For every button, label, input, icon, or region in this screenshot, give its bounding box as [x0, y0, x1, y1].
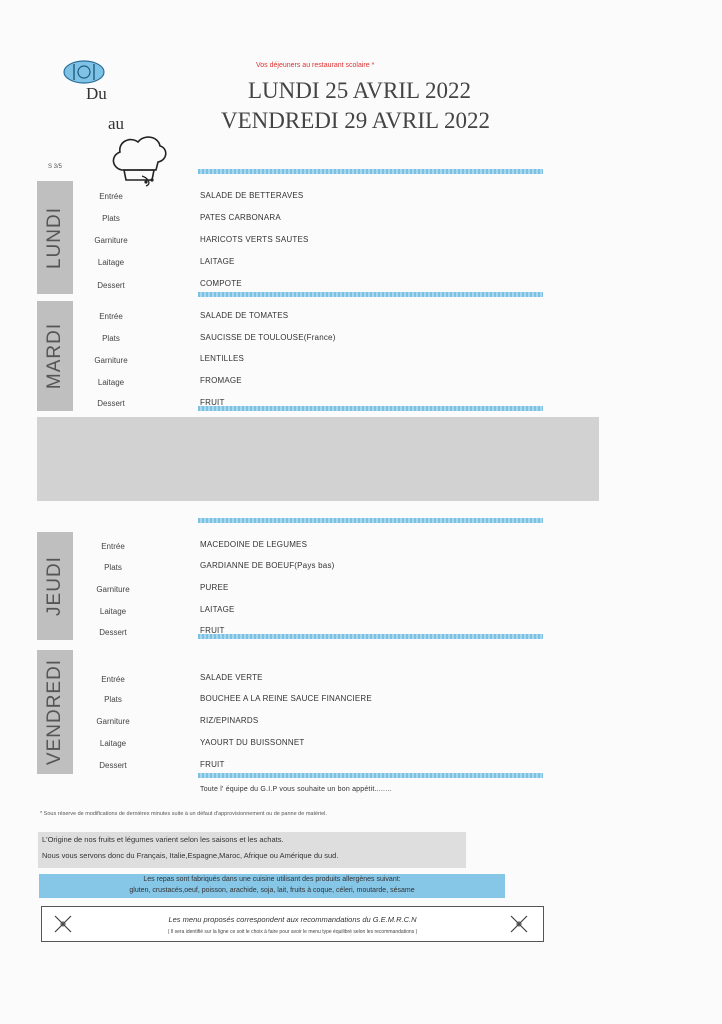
dish-garniture: RIZ/EPINARDS — [200, 716, 259, 725]
label-entree: Entrée — [99, 192, 123, 201]
date-start-title: LUNDI 25 AVRIL 2022 — [248, 78, 471, 103]
allergens-info-box — [39, 874, 505, 898]
dish-dessert: COMPOTE — [200, 279, 242, 288]
recommendation-subtext: ( Il sera identifié sur la ligne ce soit le choix à faire pour avoir le menu type équilibré selon les recommandations ) — [167, 929, 418, 935]
allergens-line-1: Les repas sont fabriqués dans une cuisine utilisant des produits allergènes suivant: — [143, 876, 401, 883]
label-laitage: Laitage — [97, 378, 125, 387]
recommendation-box — [41, 906, 544, 942]
separator-stripe — [198, 406, 543, 411]
dish-garniture: PUREE — [200, 583, 229, 592]
label-dessert: Dessert — [97, 281, 125, 290]
day-column-lundi — [37, 181, 73, 294]
day-name: VENDREDI — [44, 658, 65, 766]
label-plats: Plats — [104, 563, 122, 572]
du-label: Du — [86, 84, 107, 103]
label-plats: Plats — [102, 214, 120, 223]
label-garniture: Garniture — [96, 585, 130, 594]
dish-plat: GARDIANNE DE BOEUF(Pays bas) — [200, 561, 335, 570]
dish-entree: SALADE DE TOMATES — [200, 311, 289, 320]
dish-dessert: FRUIT — [200, 760, 225, 769]
cutlery-icon — [508, 913, 530, 935]
label-dessert: Dessert — [97, 399, 125, 408]
dish-plat: SAUCISSE DE TOULOUSE(France) — [200, 333, 336, 342]
label-laitage: Laitage — [99, 739, 127, 748]
dish-garniture: HARICOTS VERTS SAUTES — [200, 235, 309, 244]
page-subtitle: Vos déjeuners au restaurant scolaire * — [256, 62, 375, 69]
dish-dessert: FRUIT — [200, 626, 225, 635]
origin-line-1: L'Origine de nos fruits et légumes varient selon les saisons et les achats. — [42, 835, 284, 844]
label-plats: Plats — [102, 334, 120, 343]
footnote: * Sous réserve de modifications de dernières minutes suite à un défaut d'approvisionnement ou de panne de matériel. — [40, 811, 327, 817]
origin-info-box — [38, 832, 466, 868]
separator-stripe — [198, 292, 543, 297]
origin-line-2: Nous vous servons donc du Français, Italie,Espagne,Maroc, Afrique ou Amérique du sud. — [42, 851, 339, 860]
label-entree: Entrée — [101, 542, 125, 551]
day-name: JEUDI — [44, 556, 65, 616]
dish-laitage: LAITAGE — [200, 257, 235, 266]
label-entree: Entrée — [99, 312, 123, 321]
dish-laitage: YAOURT DU BUISSONNET — [200, 738, 305, 747]
separator-stripe — [198, 773, 543, 778]
dish-entree: SALADE VERTE — [200, 673, 263, 682]
date-end-title: VENDREDI 29 AVRIL 2022 — [221, 108, 490, 133]
sheet-code: S 3/5 — [48, 164, 63, 170]
label-laitage: Laitage — [99, 607, 127, 616]
restaurant-logo-icon — [62, 58, 106, 86]
label-garniture: Garniture — [94, 356, 128, 365]
dish-plat: PATES CARBONARA — [200, 213, 281, 222]
dish-laitage: FROMAGE — [200, 376, 242, 385]
dish-entree: SALADE DE BETTERAVES — [200, 191, 304, 200]
label-dessert: Dessert — [99, 761, 127, 770]
label-entree: Entrée — [101, 675, 125, 684]
label-garniture: Garniture — [94, 236, 128, 245]
allergens-line-2: gluten, crustacés,oeuf, poisson, arachide, soja, lait, fruits à coque, céleri, moutarde, sésame — [129, 887, 415, 894]
label-dessert: Dessert — [99, 628, 127, 637]
label-garniture: Garniture — [96, 717, 130, 726]
dish-dessert: FRUIT — [200, 398, 225, 407]
closing-message: Toute l' équipe du G.I.P vous souhaite un bon appétit........ — [200, 786, 392, 793]
dish-plat: BOUCHEE A LA REINE SAUCE FINANCIERE — [200, 694, 372, 703]
day-name: LUNDI — [44, 206, 65, 269]
dish-laitage: LAITAGE — [200, 605, 235, 614]
day-column-jeudi — [37, 532, 73, 640]
label-plats: Plats — [104, 695, 122, 704]
wednesday-blank-block — [37, 417, 599, 501]
separator-stripe — [198, 169, 543, 174]
dish-entree: MACEDOINE DE LEGUMES — [200, 540, 308, 549]
day-column-vendredi — [37, 650, 73, 774]
separator-stripe — [198, 518, 543, 523]
day-column-mardi — [37, 301, 73, 411]
dish-garniture: LENTILLES — [200, 354, 245, 363]
chef-hat-icon — [108, 132, 170, 190]
label-laitage: Laitage — [97, 258, 125, 267]
day-name: MARDI — [44, 322, 65, 390]
au-label: au — [108, 114, 125, 133]
separator-stripe — [198, 634, 543, 639]
recommendation-text: Les menu proposés correspondent aux recommandations du G.E.M.R.C.N — [168, 915, 417, 924]
